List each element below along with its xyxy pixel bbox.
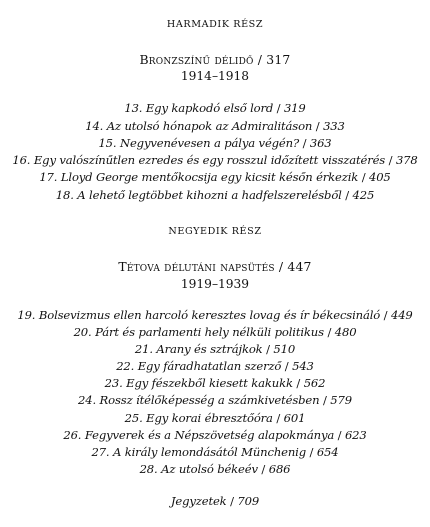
page-separator: / bbox=[323, 325, 335, 339]
chapter-entry bbox=[0, 430, 430, 442]
part-years: 1919–1939 bbox=[180, 277, 250, 291]
chapter-entry bbox=[0, 361, 430, 373]
chapter-title: 26. Fegyverek és a Népszövetség alapokmánya bbox=[63, 428, 335, 442]
page-separator: / bbox=[273, 101, 284, 115]
page-separator: / bbox=[312, 119, 324, 133]
chapter-entry bbox=[0, 327, 430, 339]
notes-page-number: 709 bbox=[237, 494, 260, 508]
chapter-entry bbox=[0, 378, 430, 390]
chapter-page-number: 480 bbox=[334, 325, 357, 339]
part-page-number: 447 bbox=[287, 259, 312, 274]
chapter-page-number: 378 bbox=[395, 153, 418, 167]
chapter-title: 24. Rossz ítélőképesség a számkivetésben bbox=[78, 393, 320, 407]
chapter-page-number: 543 bbox=[292, 359, 314, 373]
page-separator: / bbox=[380, 308, 391, 322]
chapter-title: 27. A király lemondásától Münchenig bbox=[91, 445, 306, 459]
chapter-title: 15. Negyvenévesen a pálya végén? bbox=[98, 136, 300, 150]
page-separator: / bbox=[226, 494, 238, 508]
page-separator: / bbox=[341, 188, 353, 202]
page-separator: / bbox=[253, 52, 267, 67]
part-label: HARMADIK RÉSZ bbox=[166, 19, 264, 30]
part-title: Tétova délutáni napsütés bbox=[118, 259, 275, 274]
chapter-page-number: 601 bbox=[283, 411, 306, 425]
chapter-title: 19. Bolsevizmus ellen harcoló keresztes lovag és ír békecsináló bbox=[17, 308, 381, 322]
part-title-line bbox=[0, 261, 430, 273]
page-separator: / bbox=[272, 411, 284, 425]
part-label: NEGYEDIK RÉSZ bbox=[168, 226, 262, 237]
page-separator: / bbox=[262, 342, 274, 356]
chapter-page-number: 425 bbox=[352, 188, 375, 202]
notes-entry bbox=[0, 496, 430, 508]
chapter-page-number: 405 bbox=[368, 170, 391, 184]
chapter-entry bbox=[0, 447, 430, 459]
chapter-entry bbox=[0, 172, 430, 184]
chapter-title: 23. Egy fészekből kiesett kakukk bbox=[104, 376, 293, 390]
chapter-title: 17. Lloyd George mentőkocsija egy kicsit későn érkezik bbox=[39, 170, 359, 184]
chapter-title: 21. Arany és sztrájkok bbox=[134, 342, 263, 356]
chapter-page-number: 686 bbox=[268, 462, 291, 476]
page-separator: / bbox=[292, 376, 304, 390]
chapter-page-number: 510 bbox=[273, 342, 296, 356]
page-separator: / bbox=[334, 428, 345, 442]
chapter-entry bbox=[0, 155, 430, 167]
page-separator: / bbox=[358, 170, 369, 184]
chapter-entry bbox=[0, 121, 430, 133]
part-title-line bbox=[0, 54, 430, 66]
part-years: 1914–1918 bbox=[180, 69, 250, 83]
page-separator: / bbox=[257, 462, 269, 476]
chapter-title: 13. Egy kapkodó első lord bbox=[124, 101, 274, 115]
chapter-entry bbox=[0, 103, 430, 115]
chapter-entry bbox=[0, 310, 430, 322]
chapter-entry bbox=[0, 190, 430, 202]
chapter-entry bbox=[0, 413, 430, 425]
chapter-title: 22. Egy fáradhatatlan szerző bbox=[116, 359, 282, 373]
chapter-entry bbox=[0, 395, 430, 407]
notes-title: Jegyzetek bbox=[170, 494, 227, 508]
chapter-title: 18. A lehető legtöbbet kihozni a hadfelszerelésből bbox=[55, 188, 342, 202]
chapter-page-number: 363 bbox=[309, 136, 332, 150]
chapter-page-number: 319 bbox=[283, 101, 306, 115]
chapter-title: 14. Az utolsó hónapok az Admiralitáson bbox=[85, 119, 313, 133]
chapter-entry bbox=[0, 138, 430, 150]
chapter-title: 20. Párt és parlamenti hely nélküli politikus bbox=[73, 325, 324, 339]
chapter-page-number: 333 bbox=[323, 119, 345, 133]
page-separator: / bbox=[281, 359, 293, 373]
chapter-title: 28. Az utolsó békeév bbox=[139, 462, 258, 476]
chapter-page-number: 562 bbox=[303, 376, 326, 390]
page-separator: / bbox=[385, 153, 396, 167]
page-separator: / bbox=[319, 393, 331, 407]
chapter-page-number: 654 bbox=[316, 445, 339, 459]
page-separator: / bbox=[306, 445, 317, 459]
chapter-title: 16. Egy valószínűtlen ezredes és egy rosszul időzített visszatérés bbox=[12, 153, 386, 167]
chapter-entry bbox=[0, 344, 430, 356]
chapter-title: 25. Egy korai ébresztőóra bbox=[124, 411, 273, 425]
page-separator: / bbox=[299, 136, 310, 150]
page-separator: / bbox=[274, 259, 288, 274]
chapter-page-number: 623 bbox=[344, 428, 367, 442]
chapter-entry bbox=[0, 464, 430, 476]
chapter-page-number: 449 bbox=[390, 308, 413, 322]
part-title: Bronzszínű délidő bbox=[139, 52, 254, 67]
part-page-number: 317 bbox=[266, 52, 291, 67]
chapter-page-number: 579 bbox=[330, 393, 352, 407]
